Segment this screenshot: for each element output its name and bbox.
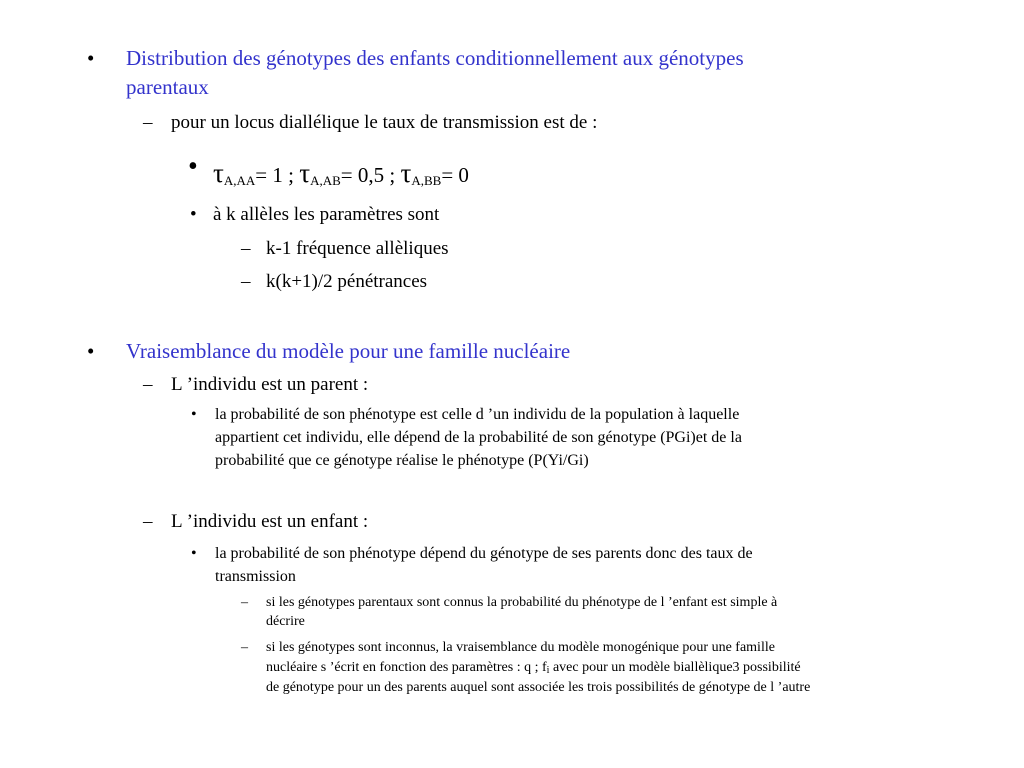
k-item-2-text: k(k+1)/2 pénétrances bbox=[266, 271, 428, 292]
tau-bullet: • bbox=[188, 151, 198, 182]
tau-symbol-aa: τ bbox=[213, 158, 224, 188]
child-sub-2-line-3: de génotype pour un des parents auquel sont associée les trois possibilités de génotype de l ’autre bbox=[266, 680, 811, 695]
tau-sub-bb: A,BB bbox=[411, 173, 442, 188]
child-sub-1-line-2: décrire bbox=[266, 614, 305, 629]
parent-line-1: la probabilité de son phénotype est celle d ’un individu de la population à laquelle bbox=[215, 406, 740, 423]
section2-bullet: • bbox=[87, 339, 95, 363]
tau-val-bb: = 0 bbox=[441, 163, 469, 187]
section1-bullet: • bbox=[87, 46, 95, 70]
tau-symbol-bb: τ bbox=[400, 158, 412, 188]
child-sub-2-dash: – bbox=[241, 640, 248, 655]
tau-sub-ab: A,AB bbox=[310, 173, 341, 188]
k-item-1-dash: – bbox=[241, 238, 251, 259]
tau-symbol-ab: τ bbox=[299, 158, 311, 188]
k-text: à k allèles les paramètres sont bbox=[213, 204, 440, 225]
k-item-2-dash: – bbox=[241, 271, 251, 292]
child-sub-2-line-2-b: avec pour un modèle biallèlique3 possibilité bbox=[549, 660, 801, 675]
child-sub-1-dash: – bbox=[241, 595, 248, 610]
child-bullet: • bbox=[191, 545, 197, 562]
section1-sub-text: pour un locus diallélique le taux de transmission est de : bbox=[171, 112, 598, 133]
child-sub-2-line-2 bbox=[266, 658, 801, 677]
section1-title-line2: parentaux bbox=[126, 75, 209, 99]
section2-title: Vraisemblance du modèle pour une famille nucléaire bbox=[126, 339, 571, 363]
tau-equation bbox=[213, 158, 469, 189]
child-sub-1-line-1: si les génotypes parentaux sont connus la probabilité du phénotype de l ’enfant est simple à bbox=[266, 595, 778, 610]
section1-title-line1: Distribution des génotypes des enfants conditionnellement aux génotypes bbox=[126, 46, 744, 70]
parent-dash: – bbox=[143, 374, 153, 395]
child-dash: – bbox=[143, 511, 153, 532]
tau-val-aa: = 1 ; bbox=[255, 163, 300, 187]
parent-line-2: appartient cet individu, elle dépend de la probabilité de son génotype (PGi)et de la bbox=[215, 429, 742, 446]
child-line-1: la probabilité de son phénotype dépend du génotype de ses parents donc des taux de bbox=[215, 545, 753, 562]
parent-bullet: • bbox=[191, 406, 197, 423]
child-sub-2-line-2-a: nucléaire s ’écrit en fonction des paramètres : q ; f bbox=[266, 660, 547, 675]
tau-sub-aa: A,AA bbox=[223, 173, 256, 188]
section1-sub-dash: – bbox=[143, 112, 153, 133]
k-item-1-text: k-1 fréquence allèliques bbox=[266, 238, 449, 259]
parent-line-3: probabilité que ce génotype réalise le phénotype (P(Yi/Gi) bbox=[215, 452, 589, 469]
child-sub-2-line-2-sub: i bbox=[546, 665, 550, 676]
tau-val-ab: = 0,5 ; bbox=[340, 163, 401, 187]
child-line-2: transmission bbox=[215, 568, 296, 585]
k-bullet: • bbox=[190, 204, 197, 225]
child-sub-2-line-1: si les génotypes sont inconnus, la vraisemblance du modèle monogénique pour une famille bbox=[266, 640, 775, 655]
child-heading: L ’individu est un enfant : bbox=[171, 511, 369, 532]
parent-heading: L ’individu est un parent : bbox=[171, 374, 369, 395]
